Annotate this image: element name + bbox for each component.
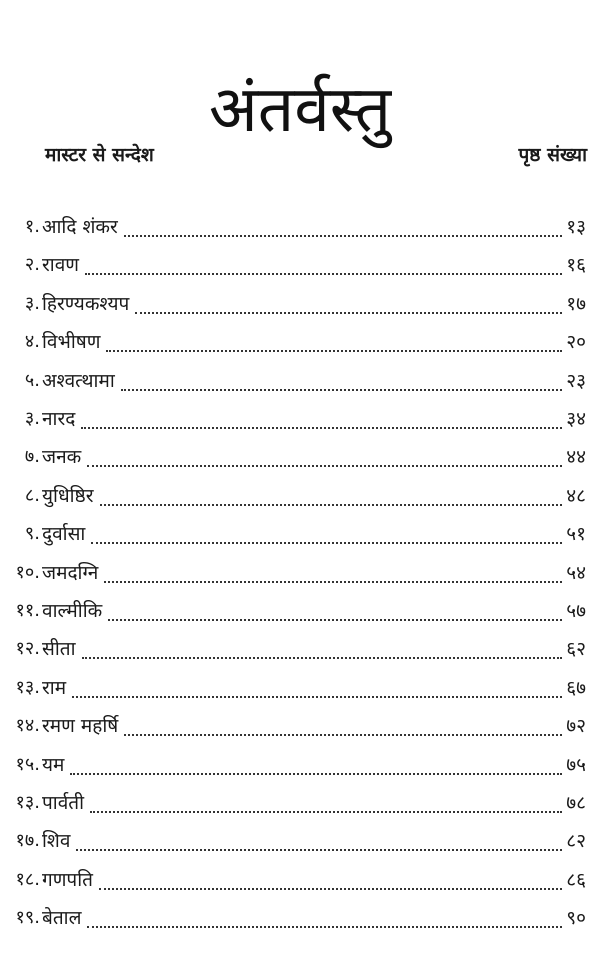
toc-entry-page: ५१ (566, 523, 586, 546)
toc-entry-page: ५७ (566, 600, 586, 622)
toc-entry-title: गणपति (42, 861, 97, 899)
toc-entry-page: ३४ (566, 408, 586, 430)
toc-entry-page: ६२ (566, 638, 586, 661)
toc-entry-number: ४. (24, 331, 40, 353)
dot-leader (124, 734, 562, 736)
dot-leader (90, 811, 562, 813)
toc-entry-page: ७५ (566, 753, 586, 776)
toc-entry (0, 208, 600, 246)
toc-entry-title: रमण महर्षि (42, 707, 122, 745)
toc-entry (0, 515, 600, 553)
toc-entry-line (42, 515, 586, 553)
toc-entry (0, 822, 600, 860)
toc-entry (0, 784, 600, 822)
toc-entry-number: ३. (24, 292, 40, 314)
toc-entry-number: ७. (24, 446, 40, 468)
toc-entry-page: ६७ (566, 676, 586, 699)
toc-entry-number: ९. (24, 523, 40, 545)
toc-entry-number: ११. (15, 600, 40, 621)
toc-entry-title: आदि शंकर (42, 208, 122, 246)
toc-entry (0, 746, 600, 784)
toc-entry-page: ९० (566, 907, 586, 930)
toc-entry-line (42, 746, 586, 784)
toc-entry-line (42, 438, 586, 476)
dot-leader (81, 427, 562, 429)
toc-entry (0, 438, 600, 476)
toc-entry-title: राम (42, 669, 70, 707)
toc-entry-number: १७. (15, 830, 40, 852)
toc-entry-line (42, 477, 586, 515)
dot-leader (121, 389, 562, 391)
dot-leader (72, 696, 562, 698)
toc-entry-page: ७२ (566, 715, 586, 738)
toc-entry-title: दुर्वासा (42, 515, 89, 553)
toc-entry (0, 592, 600, 630)
toc-entry-title: वाल्मीकि (42, 592, 106, 630)
toc-entry (0, 362, 600, 400)
toc-entry-number: २. (24, 254, 40, 276)
dot-leader (108, 619, 562, 621)
toc-entry-page: ८२ (566, 830, 586, 853)
toc-entry-title: रावण (42, 246, 83, 284)
toc-entry-line (42, 822, 586, 860)
toc-header (45, 140, 587, 170)
dot-leader (104, 581, 562, 583)
toc-entry (0, 630, 600, 668)
toc-entry-line (42, 592, 586, 630)
toc-entry-number: १३. (15, 792, 40, 813)
toc-entry-page: ८६ (566, 868, 586, 891)
toc-entry (0, 861, 600, 899)
toc-entry-line (42, 707, 586, 745)
toc-entry (0, 477, 600, 515)
toc-entry-page: १६ (566, 254, 586, 277)
dot-leader (87, 465, 562, 467)
dot-leader (82, 657, 563, 659)
toc-entry-page: २३ (566, 369, 586, 392)
page-number-heading: पृष्ठ संख्या (518, 144, 587, 166)
toc-entry (0, 246, 600, 284)
toc-entry (0, 669, 600, 707)
toc-entry (0, 400, 600, 438)
dot-leader (106, 350, 562, 352)
toc-entry-page: २० (566, 331, 586, 354)
toc-entry (0, 899, 600, 937)
toc-entry-line (42, 784, 586, 822)
toc-entry-number: १९. (15, 907, 40, 929)
toc-entry-line (42, 246, 586, 284)
toc-entry-number: १२. (15, 638, 40, 660)
toc-entry-line (42, 630, 586, 668)
dot-leader (76, 849, 562, 851)
dot-leader (91, 542, 562, 544)
toc-entry-page: १७ (566, 292, 586, 315)
dot-leader (100, 504, 563, 506)
dot-leader (85, 273, 562, 275)
toc-entry-line (42, 554, 586, 592)
toc-entry-title: विभीषण (42, 323, 104, 361)
dot-leader (70, 773, 562, 775)
toc-entry-line (42, 208, 586, 246)
toc-entry (0, 707, 600, 745)
toc-entry-number: ५. (24, 369, 40, 391)
toc-entry-page: ४८ (566, 484, 586, 507)
dot-leader (87, 926, 562, 928)
toc-entry-title: पार्वती (42, 784, 88, 822)
toc-entry-number: १५. (15, 753, 40, 775)
toc-entry-page: ४४ (566, 446, 586, 469)
toc-entry-number: १. (24, 216, 40, 237)
toc-entry-number: ८. (24, 484, 40, 506)
toc-entry-line (42, 285, 586, 323)
toc-entry (0, 554, 600, 592)
toc-entry-number: १०. (15, 561, 40, 583)
toc-entry-title: अश्वत्थामा (42, 362, 119, 400)
toc-entry-title: शिव (42, 822, 74, 860)
toc-entry-title: जमदग्नि (42, 554, 102, 592)
toc-entry-number: ३. (24, 408, 40, 429)
toc-entry-title: बेताल (42, 899, 85, 937)
dot-leader (135, 312, 562, 314)
toc-entry-title: यम (42, 746, 68, 784)
dot-leader (99, 888, 562, 890)
toc-entry-line (42, 669, 586, 707)
toc-entry-number: १४. (15, 715, 40, 737)
toc-entry-title: हिरण्यकश्यप (42, 285, 133, 323)
toc-entry-number: १८. (15, 868, 40, 890)
toc-entry-line (42, 362, 586, 400)
toc-entry-title: जनक (42, 438, 85, 476)
toc-entry-page: १३ (566, 216, 586, 238)
toc-entry-line (42, 861, 586, 899)
section-heading: मास्टर से सन्देश (45, 144, 154, 166)
toc-entry-page: ७८ (566, 792, 586, 814)
toc-entry-page: ५४ (566, 561, 586, 584)
toc-entry-number: १३. (15, 676, 40, 698)
toc-entry-line (42, 400, 586, 438)
toc-entry-line (42, 899, 586, 937)
toc-entry (0, 323, 600, 361)
toc-entry-title: नारद (42, 400, 79, 438)
toc-entry-line (42, 323, 586, 361)
toc-entry-title: युधिष्ठिर (42, 477, 98, 515)
toc-entry (0, 285, 600, 323)
dot-leader (124, 235, 562, 237)
page-title: अंतर्वस्तु (208, 72, 392, 147)
toc-entry-title: सीता (42, 630, 80, 668)
